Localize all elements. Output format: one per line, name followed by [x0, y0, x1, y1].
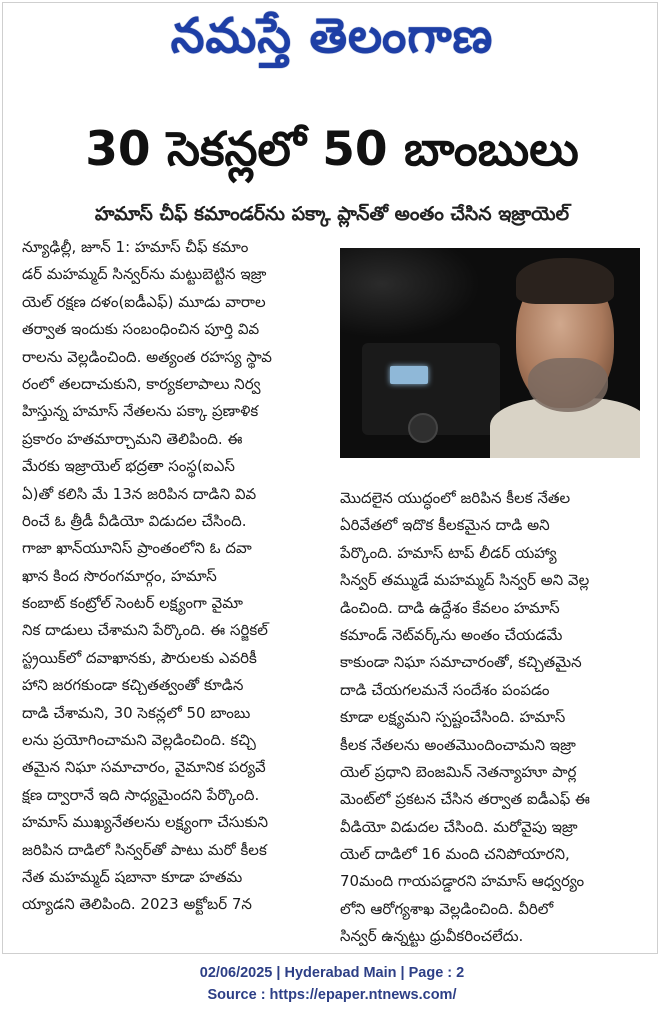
page-footer — [0, 962, 664, 1006]
article-text-line: కమాండ్ నెట్‌వర్క్‌ను అంతం చేయడమే — [340, 625, 563, 644]
article-text-line: లను ప్రయోగించామని వెల్లడించింది. కచ్చి — [22, 731, 256, 750]
article-text-line: కాకుండా నిఘా సమాచారంతో, కచ్చితమైన — [340, 653, 582, 672]
article-text-line: యెల్ ప్రధాని బెంజమిన్ నెతన్యాహూ పార్ల — [340, 762, 577, 781]
article-text-line: మెంట్‌లో ప్రకటన చేసిన తర్వాత ఐడీఎఫ్ ఈ — [340, 790, 590, 809]
article-text-line: యెల్ రక్షణ దళం(ఐడీఎఫ్) మూడు వారాల — [22, 292, 266, 311]
article-text-line: సిన్వర్ ఉన్నట్టు ధ్రువీకరించలేదు. — [340, 927, 524, 946]
photo-person-hair — [516, 258, 614, 304]
article-subhead: హమాస్ చీఫ్ కమాండర్‌ను పక్కా ప్లాన్‌తో అంతం చేసిన ఇజ్రాయెల్ — [94, 203, 570, 225]
article-text-line: జరిపిన దాడిలో సిన్వర్‌తో పాటు మరో కీలక — [22, 840, 267, 859]
article-text-line: మేరకు ఇజ్రాయెల్ భద్రతా సంస్థ(ఐఎస్ — [22, 457, 235, 476]
footer-source-link[interactable]: Source : https://epaper.ntnews.com/ — [207, 987, 457, 1003]
article-text-line: నేత మహమ్మద్ షబానా కూడా హతమ — [22, 867, 243, 886]
photo-car-knob — [408, 413, 438, 443]
article-text-line: హమాస్ ముఖ్యనేతలను లక్ష్యంగా చేసుకుని — [22, 813, 269, 832]
article-text-line: తమైన నిఘా సమాచారం, వైమానిక పర్యవే — [22, 758, 266, 777]
article-text-line: ఏరివేతలో ఇదొక కీలకమైన దాడి అని — [340, 516, 550, 535]
photo-background — [340, 248, 480, 338]
article-text-line: లోని ఆరోగ్యశాఖ వెల్లడించింది. వీరిలో — [340, 899, 554, 918]
article-text-line: ఏ)తో కలిసి మే 13న జరిపిన దాడిని వివ — [22, 484, 257, 503]
article-text-line: హిస్తున్న హమాస్ నేతలను పక్కా ప్రణాళిక — [22, 402, 259, 421]
article-text-line: దాడి చేశామని, 30 సెకన్లలో 50 బాంబు — [22, 703, 251, 722]
article-text-line: పేర్కొంది. హమాస్ టాప్ లీడర్ యహ్యా — [340, 543, 557, 562]
photo-car-display — [390, 366, 428, 384]
footer-edition-info: 02/06/2025 | Hyderabad Main | Page : 2 — [199, 965, 465, 981]
article-text-line: న్యూఢిల్లీ, జూన్ 1: హమాస్ చీఫ్ కమాం — [22, 238, 249, 256]
article-text-line: మొదలైన యుద్ధంలో జరిపిన కీలక నేతల — [340, 489, 571, 507]
article-text-line: తర్వాత ఇందుకు సంబంధించిన పూర్తి వివ — [22, 320, 260, 339]
article-text-line: సిన్వర్ తమ్ముడే మహమ్మద్ సిన్వర్ అని వెల్ల — [340, 571, 590, 590]
article-text-line: య్యాడని తెలిపింది. 2023 అక్టోబర్ 7న — [22, 895, 252, 914]
article-text-line: దాడి చేయగలమనే సందేశం పంపడం — [340, 680, 550, 699]
article-headline: 30 సెకన్లలో 50 బాంబులు — [85, 122, 579, 177]
article-text-line: స్ట్రయిక్‌లో దవాఖానకు, పౌరులకు ఎవరికీ — [22, 648, 257, 667]
article-text-line: ఖాన కింద సొరంగమార్గం, హమాస్ — [22, 566, 217, 585]
article-photo — [340, 248, 640, 458]
article-text-line: వీడియో విడుదల చేసింది. మరోవైపు ఇజ్రా — [340, 817, 578, 836]
article-column-right — [340, 485, 640, 951]
photo-person-beard — [528, 358, 608, 412]
article-text-line: కంబాట్ కంట్రోల్ సెంటర్ లక్ష్యంగా వైమా — [22, 594, 243, 613]
article-text-line: యెల్ దాడిలో 16 మంది చనిపోయారని, — [340, 845, 570, 864]
article-text-line: ప్రకారం హతమార్చామని తెలిపింది. ఈ — [22, 429, 243, 448]
article-text-line: రంలో తలదాచుకుని, కార్యకలాపాలు నిర్వ — [22, 374, 261, 393]
article-text-line: డర్ మహమ్మద్ సిన్వర్‌ను మట్టుబెట్టిన ఇజ్రా — [22, 265, 267, 284]
article-text-line: కీలక నేతలను అంతమొందించామని ఇజ్రా — [340, 735, 576, 754]
masthead-logo: నమస్తే తెలంగాణ — [170, 8, 494, 64]
article-text-line: 70మంది గాయపడ్డారని హమాస్ ఆధ్వర్యం — [340, 872, 585, 891]
article-text-line: కూడా లక్ష్యమని స్పష్టంచేసింది. హమాస్ — [340, 708, 566, 727]
article-text-line: రాలను వెల్లడించింది. అత్యంత రహస్య స్థావ — [22, 347, 272, 366]
article-column-left — [22, 234, 324, 919]
article-text-line: క్షణ ద్వారానే ఇది సాధ్యమైందని పేర్కొంది. — [22, 785, 260, 804]
article-text-line: డించింది. దాడి ఉద్దేశం కేవలం హమాస్ — [340, 598, 560, 617]
article-text-line: గాజా ఖాన్‌యూనిస్ ప్రాంతంలోని ఓ దవా — [22, 539, 252, 558]
article-text-line: రించే ఓ త్రీడీ వీడియో విడుదల చేసింది. — [22, 511, 247, 530]
article-text-line: నిక దాడులు చేశామని పేర్కొంది. ఈ సర్జికల్ — [22, 621, 268, 640]
article-text-line: హాని జరగకుండా కచ్చితత్వంతో కూడిన — [22, 676, 244, 695]
